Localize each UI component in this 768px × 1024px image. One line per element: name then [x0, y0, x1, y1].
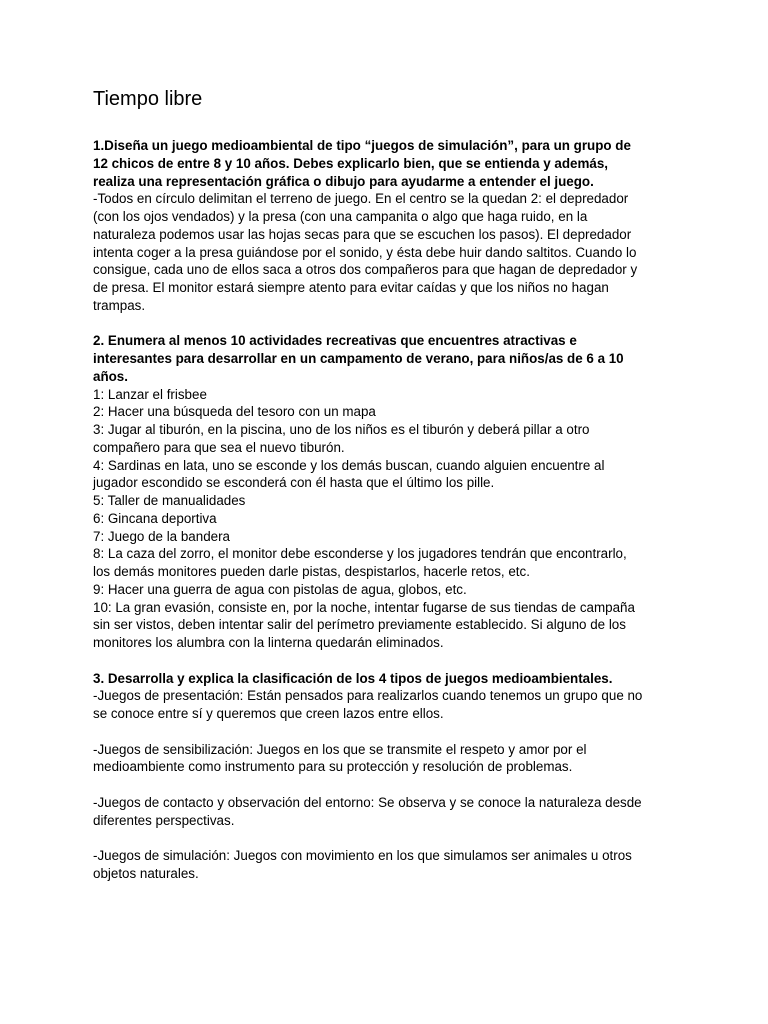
- game-type-line: -Juegos de presentación: Están pensados para realizarlos cuando tenemos un grupo que no: [93, 688, 643, 704]
- game-type-line: objetos naturales.: [93, 865, 199, 881]
- activity-line: 3: Jugar al tiburón, en la piscina, uno de los niños es el tiburón y deberá pillar a otro: [93, 422, 590, 437]
- section-2-question-line: interesantes para desarrollar en un campamento de verano, para niños/as de 6 a 10: [93, 351, 624, 366]
- activity-line: 5: Taller de manualidades: [93, 493, 246, 508]
- section-1-question-line: 12 chicos de entre 8 y 10 años. Debes explicarlo bien, que se entienda y además,: [93, 155, 609, 171]
- paragraph-gap: [93, 723, 693, 741]
- game-type-line: -Juegos de sensibilización: Juegos en los que se transmite el respeto y amor por el: [93, 741, 587, 757]
- section-3-question-line: 3. Desarrolla y explica la clasificación de los 4 tipos de juegos medioambientales.: [93, 670, 613, 686]
- section-2-question-line: años.: [93, 368, 128, 384]
- section-1-answer-line: -Todos en círculo delimitan el terreno de juego. En el centro se la quedan 2: el depredador: [93, 191, 629, 207]
- section-1-answer-line: de presa. El monitor estará siempre atento para evitar caídas y que los niños no hagan: [93, 280, 609, 295]
- activity-line: 9: Hacer una guerra de agua con pistolas de agua, globos, etc.: [93, 581, 467, 597]
- section-3: [93, 670, 693, 883]
- game-type-line: -Juegos de simulación: Juegos con movimiento en los que simulamos ser animales u otros: [93, 848, 632, 863]
- activity-line: 7: Juego de la bandera: [93, 528, 230, 544]
- page-title: Tiempo libre: [93, 88, 203, 110]
- document-body: [93, 137, 693, 883]
- game-type-line: diferentes perspectivas.: [93, 812, 235, 828]
- paragraph-gap: [93, 776, 693, 794]
- section-1-answer-line: consigue, cada uno de ellos saca a otros dos compañeros para que hagan de depredador y: [93, 262, 638, 278]
- section-1-answer-line: trampas.: [93, 297, 146, 313]
- activity-line: 2: Hacer una búsqueda del tesoro con un mapa: [93, 404, 376, 420]
- activity-line: monitores los alumbra con la linterna quedarán eliminados.: [93, 635, 444, 650]
- section-1-answer-line: intenta coger a la presa guiándose por el sonido, y ésta debe huir dando saltitos. Cuando lo: [93, 244, 637, 260]
- paragraph-gap: [93, 315, 693, 333]
- section-2-question-line: 2. Enumera al menos 10 actividades recreativas que encuentres atractivas e: [93, 333, 577, 349]
- activity-line: compañero para que sea el nuevo tiburón.: [93, 439, 345, 455]
- activity-line: 1: Lanzar el frisbee: [93, 386, 207, 402]
- game-type-line: se conoce entre sí y queremos que creen lazos entre ellos.: [93, 706, 444, 721]
- section-1-question-line: realiza una representación gráfica o dibujo para ayudarme a entender el juego.: [93, 173, 594, 189]
- activity-line: jugador escondido se esconderá con él hasta que el último los pille.: [93, 475, 495, 491]
- game-type-line: -Juegos de contacto y observación del entorno: Se observa y se conoce la naturaleza desde: [93, 794, 642, 810]
- section-1-answer-line: (con los ojos vendados) y la presa (con una campanita o algo que haga ruido, en la: [93, 209, 588, 224]
- section-1-question-line: 1.Diseña un juego medioambiental de tipo “juegos de simulación”, para un grupo de: [93, 138, 631, 153]
- game-type-line: medioambiente como instrumento para su protección y resolución de problemas.: [93, 759, 573, 775]
- activity-line: los demás monitores pueden darle pistas, despistarlos, hacerle retos, etc.: [93, 564, 530, 579]
- paragraph-gap: [93, 652, 693, 670]
- activity-line: 8: La caza del zorro, el monitor debe esconderse y los jugadores tendrán que encontrarlo,: [93, 546, 627, 562]
- activity-line: 10: La gran evasión, consiste en, por la noche, intentar fugarse de sus tiendas de campaña: [93, 599, 635, 615]
- activity-line: sin ser vistos, deben intentar salir del perímetro previamente establecido. Si alguno de los: [93, 617, 626, 633]
- activity-line: 6: Gincana deportiva: [93, 510, 217, 526]
- section-1: [93, 137, 693, 315]
- section-2: [93, 332, 693, 652]
- activity-line: 4: Sardinas en lata, uno se esconde y los demás buscan, cuando alguien encuentre al: [93, 457, 605, 473]
- section-1-answer-line: naturaleza podemos usar las hojas secas para que se escuchen los pasos). El depredador: [93, 226, 632, 242]
- paragraph-gap: [93, 829, 693, 847]
